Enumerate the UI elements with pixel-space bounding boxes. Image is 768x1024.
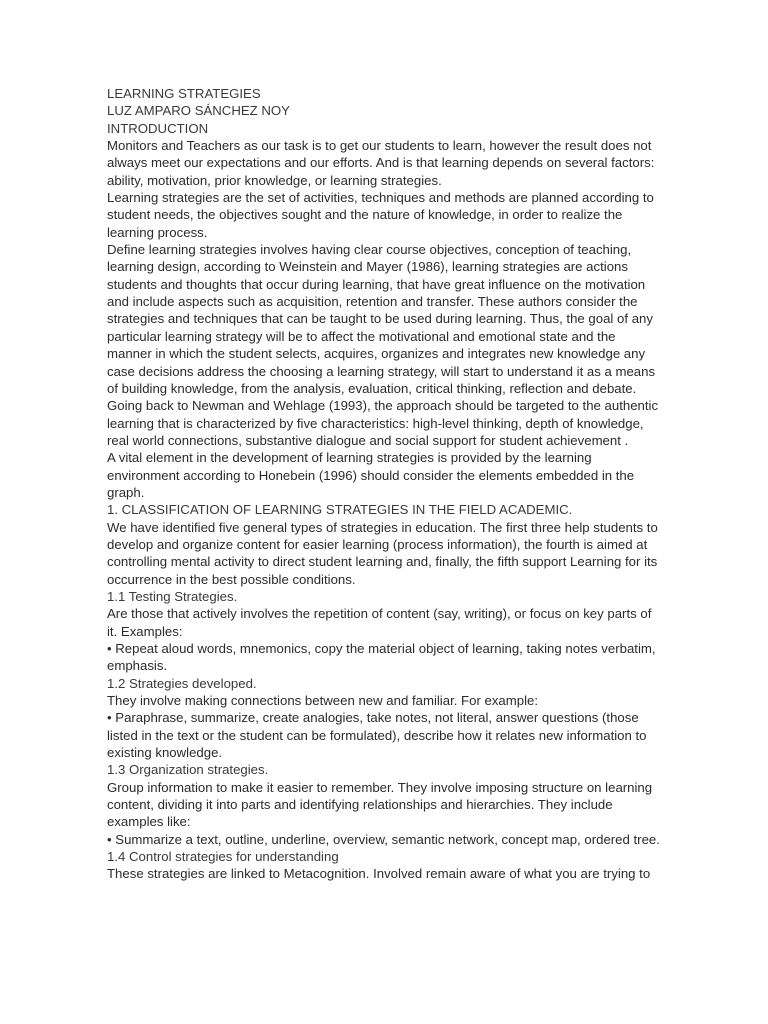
paragraph: A vital element in the development of learning strategies is provided by the learning environment according to Honebein (1996) should consider the elements embedded in the graph. — [107, 450, 635, 500]
paragraph: We have identified five general types of strategies in education. The first three help students to develop and organize content for easier learning (process information), the fourth is aimed at controlling mental activity to direct student learning and, finally, the fifth support Learning for its occurrence in the best possible conditions. — [107, 519, 658, 587]
subsection-heading-testing: 1.1 Testing Strategies. — [107, 588, 238, 604]
document-body — [107, 85, 663, 883]
bullet-item: • Repeat aloud words, mnemonics, copy the material object of learning, taking notes verbatim, emphasis. — [107, 641, 656, 674]
paragraph: Monitors and Teachers as our task is to get our students to learn, however the result does not always meet our expectations and our efforts. And is that learning depends on several factors: ability, motivation, prior knowledge, or learning strategies. — [107, 138, 655, 188]
paragraph: They involve making connections between new and familiar. For example: — [107, 693, 539, 709]
paragraph: Going back to Newman and Wehlage (1993), the approach should be targeted to the authentic learning that is characterized by five characteristics: high-level thinking, depth of knowledge, real world connections, substantive dialogue and social support for student achievement . — [107, 398, 659, 448]
paragraph: These strategies are linked to Metacognition. Involved remain aware of what you are trying to — [107, 866, 651, 882]
paragraph: Learning strategies are the set of activities, techniques and methods are planned according to student needs, the objectives sought and the nature of knowledge, in order to realize the learning process. — [107, 190, 654, 240]
paragraph: Define learning strategies involves having clear course objectives, conception of teaching, learning design, according to Weinstein and Mayer (1986), learning strategies are actions students and thoughts that occur during learning, that have great influence on the motivation and include aspects such as acquisition, retention and transfer. These authors consider the strategies and techniques that can be taught to be used during learning. Thus, the goal of any particular learning strategy will be to affect the motivational and emotional state and the manner in which the student selects, acquires, organizes and integrates new knowledge any case decisions address the choosing a learning strategy, will start to understand it as a means of building knowledge, from the analysis, evaluation, critical thinking, reflection and debate. — [107, 242, 656, 396]
section-heading-introduction: INTRODUCTION — [107, 120, 209, 136]
bullet-item: • Paraphrase, summarize, create analogies, take notes, not literal, answer questions (those listed in the text or the student can be formulated), describe how it relates new information to existing knowledge. — [107, 710, 647, 761]
bullet-item: • Summarize a text, outline, underline, overview, semantic network, concept map, ordered tree. — [107, 831, 660, 847]
paragraph: Group information to make it easier to remember. They involve imposing structure on learning content, dividing it into parts and identifying relationships and hierarchies. They include examples like: — [107, 779, 653, 830]
section-heading-classification: 1. CLASSIFICATION OF LEARNING STRATEGIES IN THE FIELD ACADEMIC. — [107, 502, 573, 518]
subsection-heading-control: 1.4 Control strategies for understanding — [107, 849, 339, 865]
paragraph: Are those that actively involves the repetition of content (say, writing), or focus on key parts of it. Examples: — [107, 606, 652, 639]
document-title: LEARNING STRATEGIES — [107, 86, 261, 101]
document-author: LUZ AMPARO SÁNCHEZ NOY — [107, 103, 290, 119]
subsection-heading-developed: 1.2 Strategies developed. — [107, 675, 257, 691]
subsection-heading-organization: 1.3 Organization strategies. — [107, 762, 269, 778]
